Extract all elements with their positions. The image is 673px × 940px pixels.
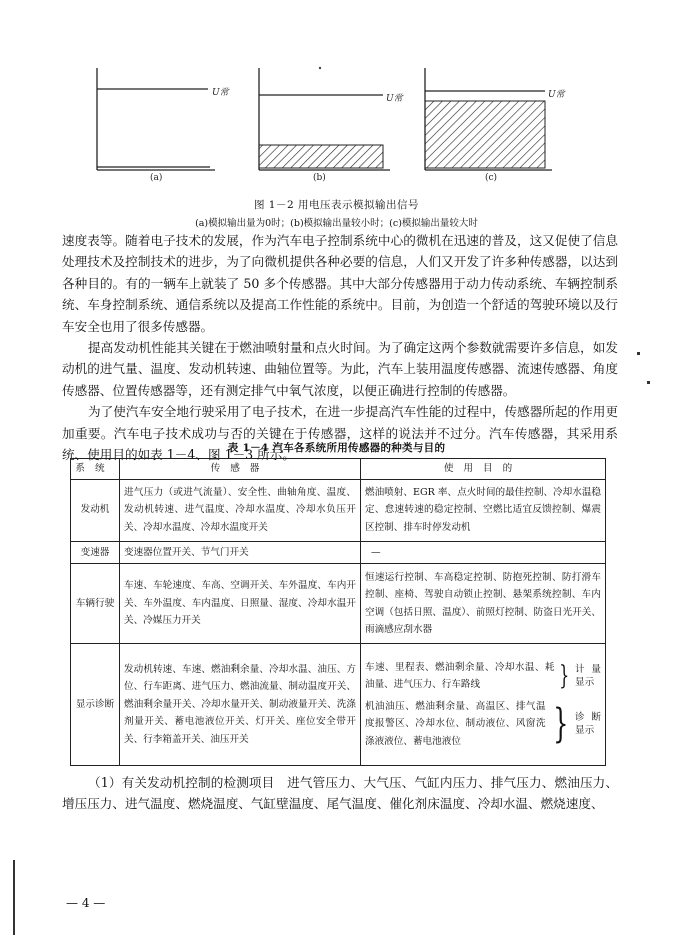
sensors-cell: 进气压力（或进气流量）、安全性、曲轴角度、温度、发动机转速、进气温度、冷却水温度、冷却水负压开关、冷却水温度、冷却水温度开关 xyxy=(120,479,361,541)
panel-c-graph xyxy=(425,68,552,170)
header-sensors: 传感器 xyxy=(120,459,361,480)
purpose-cell: 恒速运行控制、车高稳定控制、防抱死控制、防打滑车控制、座椅、驾驶自动锁止控制、悬架系统控制、车内空调（包括日照、温度）、前照灯控制、防盗日光开关、雨滴感应刮水器 xyxy=(361,564,606,644)
purpose-cell: 燃油喷射、EGR 率、点火时间的最佳控制、冷却水温稳定、怠速转速的稳定控制、空燃比适宜反馈控制、爆震区控制、排车时停发动机 xyxy=(361,479,606,541)
system-cell: 变速器 xyxy=(71,541,120,564)
purpose-group-metering xyxy=(365,659,601,694)
body-text xyxy=(62,230,618,465)
panel-a-label: (a) xyxy=(150,173,163,183)
table-caption: 表 1－4 汽车各系统所用传感器的种类与目的 xyxy=(227,442,446,454)
system-cell: 显示诊断 xyxy=(71,644,120,766)
scan-mark xyxy=(637,352,640,355)
table-row xyxy=(71,564,606,644)
purpose-group-label: 计量显示 xyxy=(575,664,601,689)
scan-mark xyxy=(13,860,15,935)
header-purpose: 使用目的 xyxy=(361,459,606,480)
closing-text xyxy=(62,772,618,815)
table-row xyxy=(71,541,606,564)
page-number: — 4 — xyxy=(66,896,106,910)
paragraph-1: 速度表等。随着电子技术的发展，作为汽车电子控制系统中心的微机在迅速的普及，这又促使了信息处理技术及控制技术的进步，为了向微机提供各种必要的信息，人们又开发了许多种传感器，以达到各种目的。有的一辆车上就装了 50 多个传感器。其中大部分传感器用于动力传动系统、车辆控制系统、车身控制系统、通信系统以及提高工作性能的系统中。目前，为创造一个舒适的驾驶环境以及行车安全也用了很多传感器。 xyxy=(62,233,618,334)
panel-b-ref-label: U常 xyxy=(386,94,403,104)
purpose-group-text: 车速、里程表、燃油剩余量、冷却水温、耗油量、进气压力、行车路线 xyxy=(365,661,555,691)
panel-b-label: (b) xyxy=(313,173,326,183)
panel-b-graph xyxy=(259,68,390,170)
system-cell: 发动机 xyxy=(71,479,120,541)
table-header-row xyxy=(71,459,606,480)
purpose-cell xyxy=(361,644,606,766)
purpose-cell: — xyxy=(361,541,606,564)
system-cell: 车辆行驶 xyxy=(71,564,120,644)
panel-a-ref-label: U常 xyxy=(212,88,229,98)
table-row xyxy=(71,644,606,766)
sensors-cell: 车速、车轮速度、车高、空调开关、车外温度、车内开关、车外温度、车内温度、日照量、湿度、冷却水温开关、冷媒压力开关 xyxy=(120,564,361,644)
paragraph-3: 为了使汽车安全地行驶采用了电子技术，在进一步提高汽车性能的过程中，传感器所起的作用更加重要。汽车电子技术成功与否的关键在于传感器，这样的说法并不过分。汽车传感器，其采用系统、使用目的如表 1－4、图 1－3 所示。 xyxy=(62,404,618,463)
header-system: 系统 xyxy=(71,459,120,480)
scan-mark xyxy=(647,381,650,384)
figure-caption: 图 1－2 用电压表示模拟输出信号 xyxy=(253,199,420,211)
brace-icon: } xyxy=(559,661,570,692)
sensors-cell: 发动机转速、车速、燃油剩余量、冷却水温、油压、方位、行车距离、进气压力、燃油流量、制动温度开关、燃油剩余量开关、冷却水量开关、制动液量开关、洗涤剂量开关、蓄电池液位开关、灯开关、座位安全带开关、行李箱盖开关、油压开关 xyxy=(120,644,361,766)
sensor-table xyxy=(70,458,606,766)
figure-subcaption: (a)模拟输出量为0时；(b)模拟输出量较小时；(c)模拟输出量较大时 xyxy=(195,218,478,229)
purpose-group-diagnosis xyxy=(365,698,601,751)
panel-a-graph xyxy=(97,68,215,170)
purpose-group-text: 机油油压、燃油剩余量、高温区、排气温度报警区、冷却水位、制动液位、风窗洗涤液液位、蓄电池液位 xyxy=(365,700,546,747)
paragraph-2: 提高发动机性能其关键在于燃油喷射量和点火时间。为了确定这两个参数就需要许多信息，如发动机的进气量、温度、发动机转速、曲轴位置等。为此，汽车上装用温度传感器、流速传感器、角度传感器、位置传感器等，还有测定排气中氧气浓度，以便正确进行控制的传感器。 xyxy=(62,340,618,398)
table-row xyxy=(71,479,606,541)
brace-icon: } xyxy=(552,701,568,747)
purpose-group-label: 诊断显示 xyxy=(575,712,601,736)
panel-c-ref-label: U常 xyxy=(548,90,565,100)
paragraph-4: （1）有关发动机控制的检测项目 进气管压力、大气压、气缸内压力、排气压力、燃油压力、增压压力、进气温度、燃烧温度、气缸壁温度、尾气温度、催化剂床温度、冷却水温、燃烧速度、 xyxy=(62,775,618,812)
figure-graphs xyxy=(0,0,673,190)
figure-1-2 xyxy=(0,0,673,190)
panel-c-label: (c) xyxy=(485,173,498,183)
sensors-cell: 变速器位置开关、节气门开关 xyxy=(120,541,361,564)
